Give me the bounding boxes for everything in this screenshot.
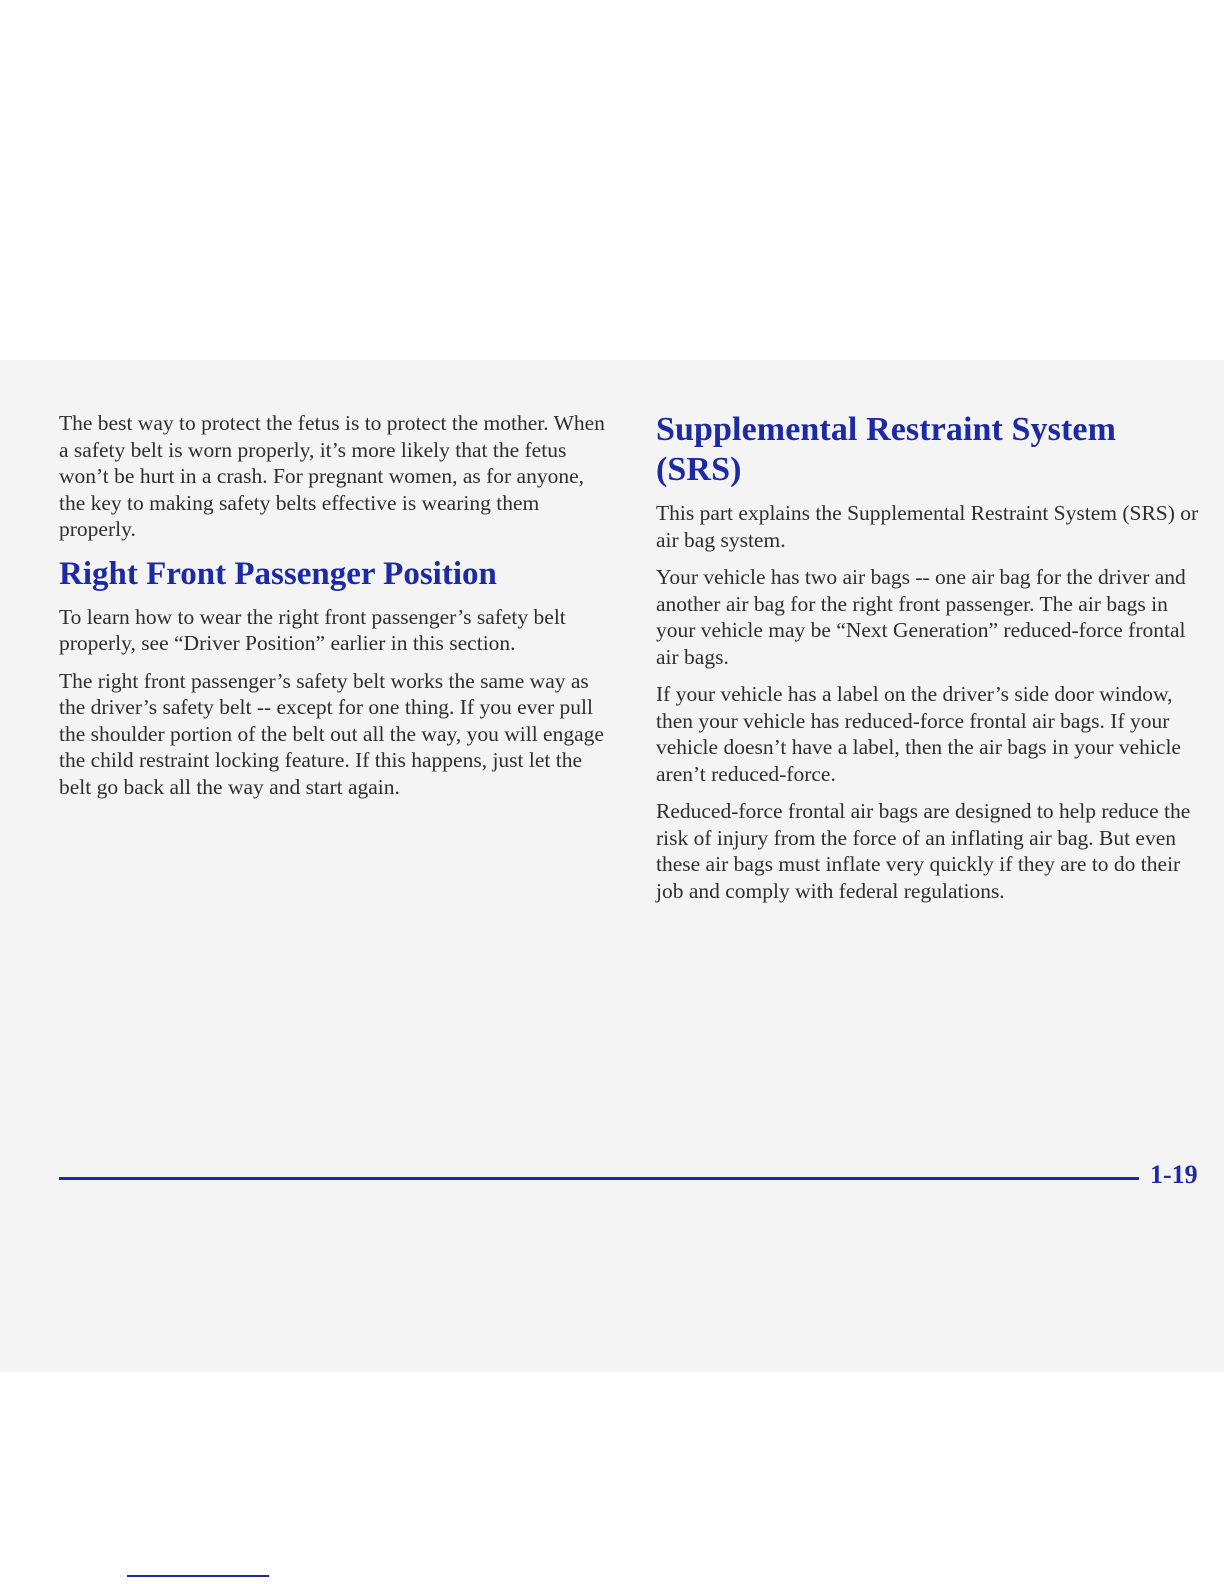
footer-rule xyxy=(59,1177,1139,1180)
right-column xyxy=(656,410,1208,915)
two-air-bags-paragraph: Your vehicle has two air bags -- one air bag for the driver and another air bag for the right front passenger. The air bags in your vehicle may be “Next Generation” reduced-force frontal air bags. xyxy=(656,565,1186,669)
srs-heading: Supplemental Restraint System (SRS) xyxy=(656,411,1117,488)
fetus-protection-paragraph: The best way to protect the fetus is to protect the mother. When a safety belt is worn properly, it’s more likely that the fetus won’t be hurt in a crash. For pregnant women, as for anyone, the key to making safety belts effective is wearing them properly. xyxy=(59,411,605,541)
srs-intro-paragraph: This part explains the Supplemental Restraint System (SRS) or air bag system. xyxy=(656,501,1199,552)
left-column xyxy=(59,410,607,811)
door-label-paragraph: If your vehicle has a label on the driver’s side door window, then your vehicle has reduced-force frontal air bags. If your vehicle doesn’t have a label, then the air bags in your vehicle aren’t reduced-force. xyxy=(656,682,1181,786)
bottom-accent-rule xyxy=(127,1575,269,1577)
page-number: 1-19 xyxy=(1150,1160,1198,1189)
passenger-belt-reference-paragraph: To learn how to wear the right front passenger’s safety belt properly, see “Driver Position” earlier in this section. xyxy=(59,604,566,655)
passenger-belt-function-paragraph: The right front passenger’s safety belt works the same way as the driver’s safety belt -- except for one thing. If you ever pull the shoulder portion of the belt out all the way, you will engage the child restraint locking feature. If this happens, just let the belt go back all the way and start again. xyxy=(59,668,604,799)
reduced-force-paragraph: Reduced-force frontal air bags are designed to help reduce the risk of injury from the force of an inflating air bag. But even these air bags must inflate very quickly if they are to do their job and comply with federal regulations. xyxy=(656,799,1191,903)
right-front-passenger-heading: Right Front Passenger Position xyxy=(59,555,497,592)
